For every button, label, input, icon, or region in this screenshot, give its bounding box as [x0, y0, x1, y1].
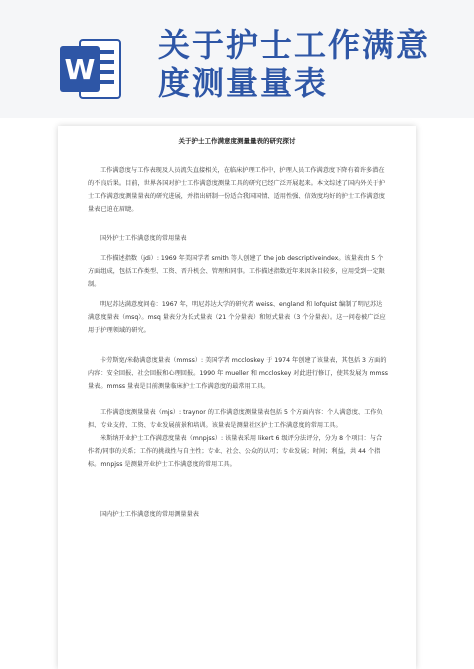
page-title	[158, 26, 458, 102]
paragraph-mnpjss: 米斯纳开业护士工作满意度量表（mnpjss）: 该量表采用 likert 6 级评分法评分，分为 8 个项目：与合作者/同事的关系；工作的挑战性与自主性；专业、社会、公众的认可；专业发展；时间；利益，共 44 个指标。mnpjss 是测量开业护士工作满意度的常用工具。	[88, 435, 383, 468]
paragraph-mjs: 工作满意度测量量表（mjs）: traynor 的工作满意度测量量表包括 5 个方面内容：个人满意度、工作负担、专业支持、工资、专业发展前景和培训。该量表是测量社区护士工作满意度的常用工具。	[88, 409, 383, 429]
banner	[0, 0, 474, 118]
document-page	[58, 126, 416, 669]
document-title: 关于护士工作满意度测量量表的研究探讨	[178, 137, 296, 145]
paragraph-jdi: 工作描述指数（jdi）: 1969 年美国学者 smith 等人创建了 the job descriptiveindex。该量表由 5 个方面组成，包括工作类型、工资、晋升机会、管理和同事。工作描述指数近年来因条目较多，应用受到一定限制。	[88, 255, 385, 288]
paragraph-mmss: 卡劳斯宽/米勒满意度量表（mmss）: 美国学者 mccloskey 于 1974 年创建了该量表，其包括 3 方面的内容：安全回报、社会回报和心理回报。1990 年 mueller 和 mccloskey 对此进行修订，使其发展为 mmss 量表。mmss 量表是目前测量临床护士工作满意度的最常用工具。	[88, 357, 388, 390]
section-heading-domestic: 国内护士工作满意度的常用测量量表	[100, 511, 199, 518]
section-heading-foreign: 国外护士工作满意度的常用量表	[100, 235, 187, 242]
paragraph-msq: 明尼苏达满意度问卷：1967 年，明尼苏达大学的研究者 weiss、england 和 lofquist 编制了明尼苏达满意度量表（msq）。msq 量表分为长式量表（21 个分量表）和短式量表（3 个分量表）。这一问卷被广泛应用于护理领域的研究。	[88, 301, 386, 334]
paragraph-intro: 工作满意度与工作表现及人员流失直接相关，在临床护理工作中，护理人员工作满意度下降有着许多潜在的不良后果。目前，世界各国对护士工作满意度测量工具的研究已经广泛开展起来。本文综述了国内外关于护士工作满意度测量量表的研究进展，并指出研制一份适合我国国情、适用性强、信效度均好的护士工作满意度量表已迫在眉睫。	[88, 167, 385, 213]
word-icon-letter: W	[64, 53, 96, 86]
word-icon	[60, 36, 122, 102]
page-title-line-1: 关于护士工作满意	[158, 26, 431, 64]
page-title-line-2: 度测量量表	[158, 64, 329, 102]
